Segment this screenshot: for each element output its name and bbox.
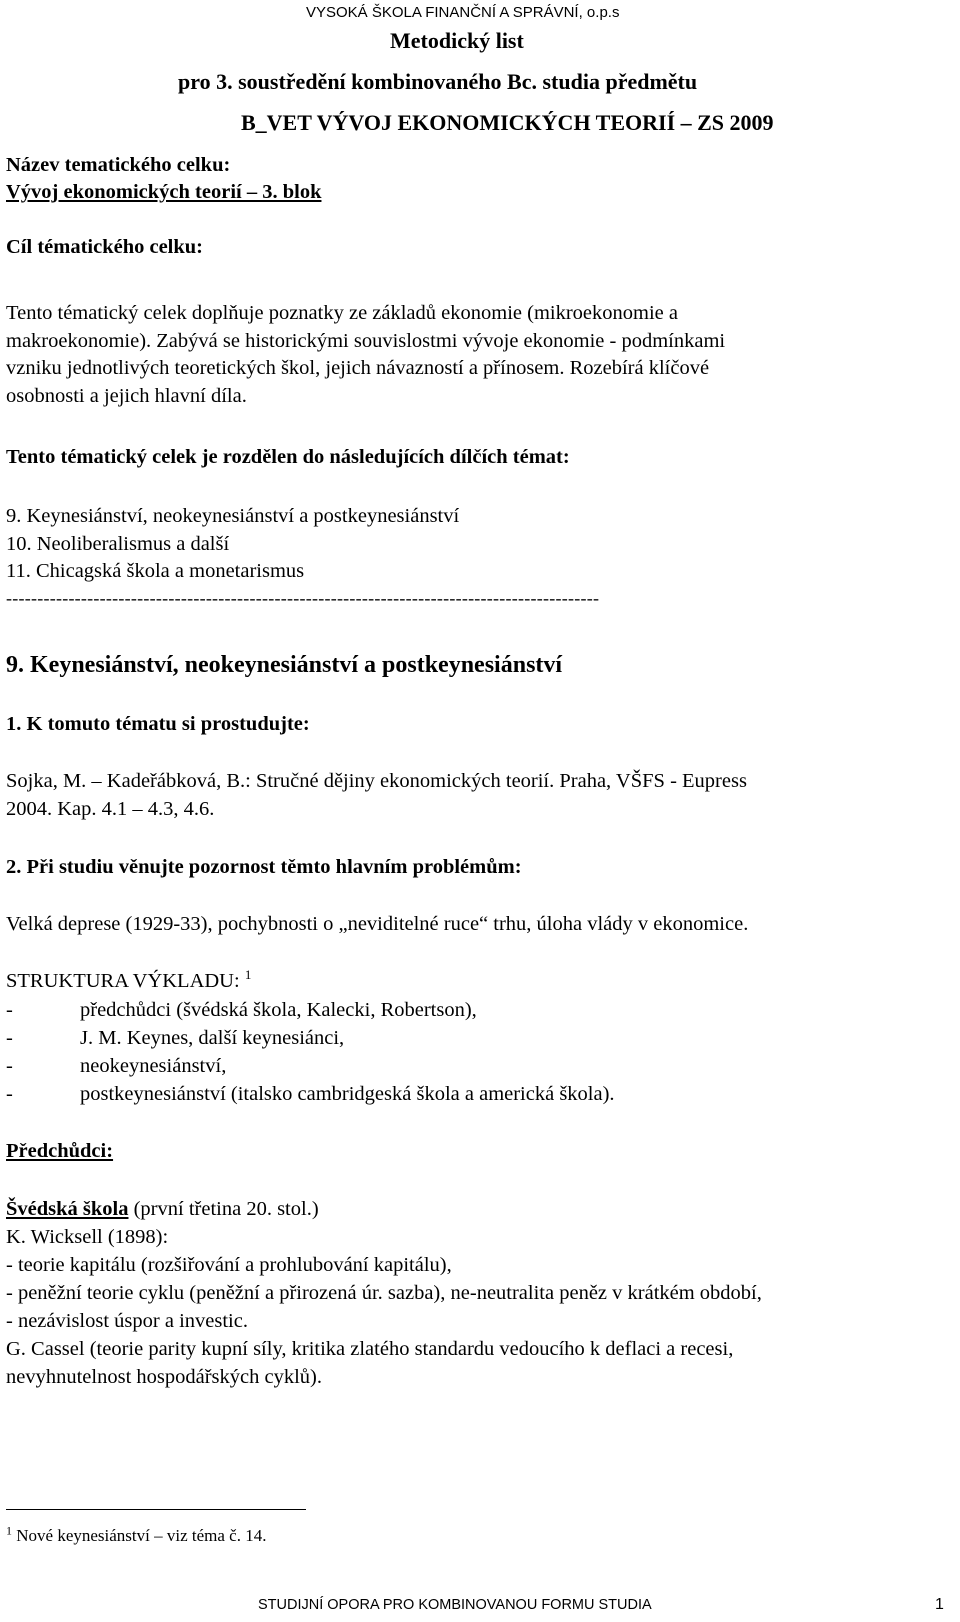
- document-subtitle: pro 3. soustředění kombinovaného Bc. studia předmětu: [178, 69, 698, 94]
- footnote-text: Nové keynesiánství – viz téma č. 14.: [16, 1526, 267, 1545]
- structure-item-text: J. M. Keynes, další keynesiánci,: [80, 1027, 345, 1049]
- structure-item-text: neokeynesiánství,: [80, 1055, 227, 1077]
- swedish-school-title: Švédská škola: [6, 1198, 129, 1220]
- goal-line: vzniku jednotlivých teoretických škol, jejich návazností a přínosem. Rozebírá klíčové: [6, 357, 710, 379]
- footnote: [6, 1523, 267, 1546]
- body-line: G. Cassel (teorie parity kupní síly, kritika zlatého standardu vedoucího k deflaci a recesi,: [6, 1338, 734, 1360]
- bullet-dash: -: [6, 1083, 13, 1105]
- institution-name: [306, 4, 619, 21]
- body-line: - teorie kapitálu (rozšiřování a prohlubování kapitálu),: [6, 1254, 452, 1276]
- footnote-number: 1: [6, 1523, 12, 1538]
- study-reference: 2004. Kap. 4.1 – 4.3, 4.6.: [6, 798, 215, 820]
- structure-item: [6, 1027, 906, 1053]
- footnote-reference: 1: [244, 967, 252, 983]
- structure-item: [6, 1083, 906, 1109]
- footer-label: STUDIJNÍ OPORA PRO KOMBINOVANOU FORMU STUDIA: [258, 1597, 652, 1613]
- study-heading: 1. K tomuto tématu si prostudujte:: [6, 713, 310, 735]
- swedish-school-line: [6, 1198, 319, 1221]
- institution-text: VYSOKÁ ŠKOLA FINANČNÍ A SPRÁVNÍ, o.p.s: [306, 4, 620, 21]
- section-heading: 9. Keynesiánství, neokeynesiánství a postkeynesiánství: [6, 652, 563, 678]
- predecessors-heading: Předchůdci:: [6, 1140, 114, 1162]
- structure-heading: [6, 967, 252, 993]
- unit-name-value: Vývoj ekonomických teorií – 3. blok: [6, 181, 322, 203]
- goal-line: makroekonomie). Zabývá se historickými souvislostmi vývoje ekonomie - podmínkami: [6, 330, 726, 352]
- body-line: nevyhnutelnost hospodářských cyklů).: [6, 1366, 322, 1388]
- separator-line: -----------------------------------------------------------------------------------------------: [6, 588, 600, 608]
- study-reference: Sojka, M. – Kadeřábková, B.: Stručné dějiny ekonomických teorií. Praha, VŠFS - Eupress: [6, 770, 747, 792]
- swedish-school-period: (první třetina 20. stol.): [128, 1198, 319, 1220]
- document-title: Metodický list: [390, 28, 524, 53]
- structure-item: [6, 999, 906, 1025]
- structure-item-text: předchůdci (švédská škola, Kalecki, Robertson),: [80, 999, 477, 1021]
- body-line: K. Wicksell (1898):: [6, 1226, 169, 1248]
- goal-line: Tento tématický celek doplňuje poznatky ze základů ekonomie (mikroekonomie a: [6, 302, 678, 324]
- page-number: 1: [935, 1596, 944, 1613]
- course-title: B_VET VÝVOJ EKONOMICKÝCH TEORIÍ – ZS 2009: [241, 110, 774, 135]
- topic-item: 11. Chicagská škola a monetarismus: [6, 560, 305, 582]
- topic-item: 9. Keynesiánství, neokeynesiánství a postkeynesiánství: [6, 505, 460, 527]
- structure-item: [6, 1055, 906, 1081]
- structure-item-text: postkeynesiánství (italsko cambridgeská škola a americká škola).: [80, 1083, 615, 1105]
- bullet-dash: -: [6, 1027, 13, 1049]
- bullet-dash: -: [6, 1055, 13, 1077]
- footnote-rule: [6, 1509, 306, 1510]
- topics-heading: Tento tématický celek je rozdělen do následujících dílčích témat:: [6, 446, 570, 468]
- body-line: - nezávislost úspor a investic.: [6, 1310, 248, 1332]
- topic-item: 10. Neoliberalismus a další: [6, 533, 230, 555]
- bullet-dash: -: [6, 999, 13, 1021]
- focus-heading: 2. Při studiu věnujte pozornost těmto hlavním problémům:: [6, 856, 522, 878]
- unit-name-label: Název tematického celku:: [6, 154, 231, 176]
- focus-text: Velká deprese (1929-33), pochybnosti o „neviditelné ruce“ trhu, úloha vlády v ekonomice.: [6, 913, 749, 935]
- goal-line: osobnosti a jejich hlavní díla.: [6, 385, 247, 407]
- structure-label: STRUKTURA VÝKLADU:: [6, 970, 240, 992]
- body-line: - peněžní teorie cyklu (peněžní a přirozená úr. sazba), ne-neutralita peněz v krátkém období,: [6, 1282, 762, 1304]
- unit-goal-label: Cíl tématického celku:: [6, 236, 203, 258]
